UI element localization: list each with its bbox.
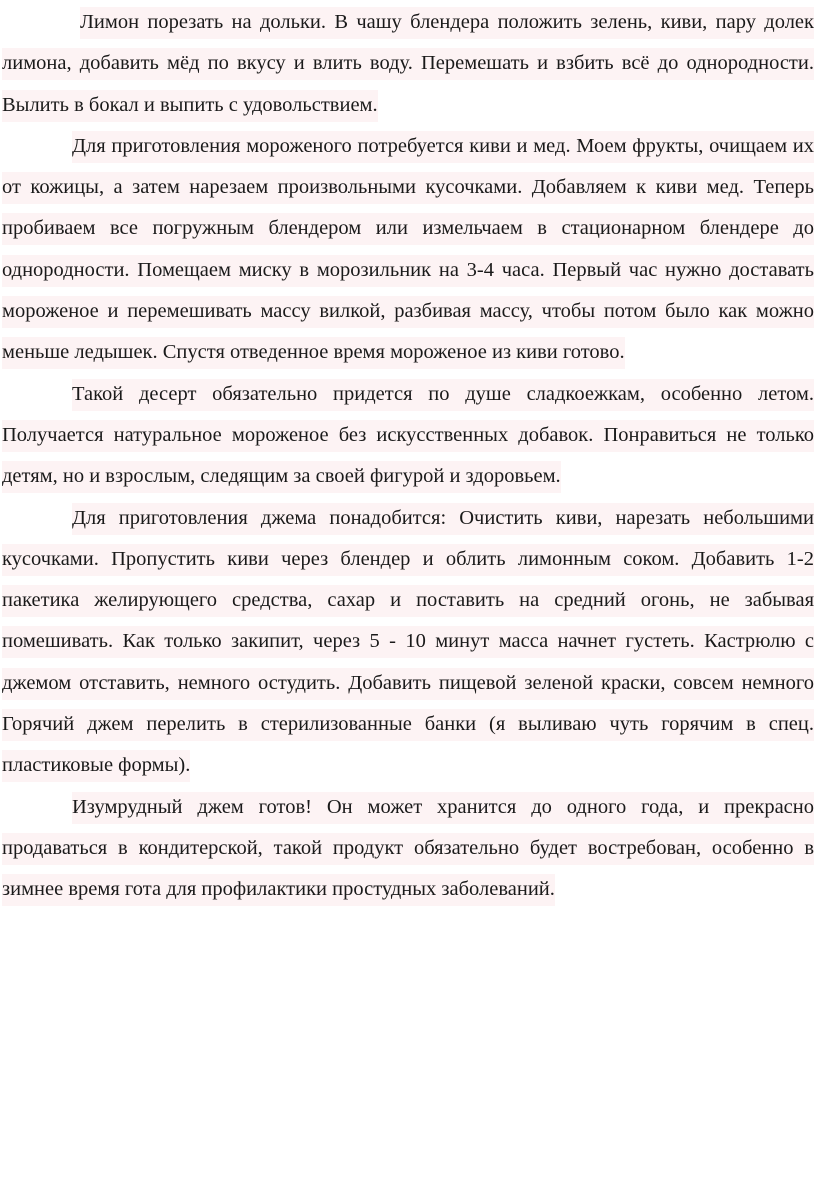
paragraph-dessert-note (2, 374, 814, 498)
paragraph-text: Такой десерт обязательно придется по душе сладкоежкам, особенно летом. Получается натуральное мороженое без искусственных добавок. Понравиться не только детям, но и взрослым, следящим за своей фигурой и здоровьем. (2, 379, 814, 494)
paragraph-jam-conclusion (2, 787, 814, 911)
paragraph-text: Лимон порезать на дольки. В чашу блендера положить зелень, киви, пару долек лимона, добавить мёд по вкусу и влить воду. Перемешать и взбить всё до однородности. Вылить в бокал и выпить с удовольствием. (2, 7, 814, 122)
paragraph-text: Изумрудный джем готов! Он может хранится до одного года, и прекрасно продаваться в кондитерской, такой продукт обязательно будет востребован, особенно в зимнее время гота для профилактики простудных заболеваний. (2, 792, 814, 907)
paragraph-jam-recipe (2, 498, 814, 787)
paragraph-text: Для приготовления джема понадобится: Очистить киви, нарезать небольшими кусочками. Пропустить киви через блендер и облить лимонным соком. Добавить 1-2 пакетика желирующего средства, сахар и поставить на средний огонь, не забывая помешивать. Как только закипит, через 5 - 10 минут масса начнет густеть. Кастрюлю с джемом отставить, немного остудить. Добавить пищевой зеленой краски, совсем немного Горячий джем перелить в стерилизованные банки (я выливаю чуть горячим в спец. пластиковые формы). (2, 503, 814, 783)
paragraph-ice-cream-recipe (2, 126, 814, 374)
document-body (2, 2, 814, 911)
paragraph-smoothie-recipe (2, 2, 814, 126)
paragraph-text: Для приготовления мороженого потребуется киви и мед. Моем фрукты, очищаем их от кожицы, а затем нарезаем произвольными кусочками. Добавляем к киви мед. Теперь пробиваем все погружным блендером или измельчаем в стационарном блендере до однородности. Помещаем миску в морозильник на 3-4 часа. Первый час нужно доставать мороженое и перемешивать массу вилкой, разбивая массу, чтобы потом было как можно меньше ледышек. Спустя отведенное время мороженое из киви готово. (2, 131, 814, 369)
